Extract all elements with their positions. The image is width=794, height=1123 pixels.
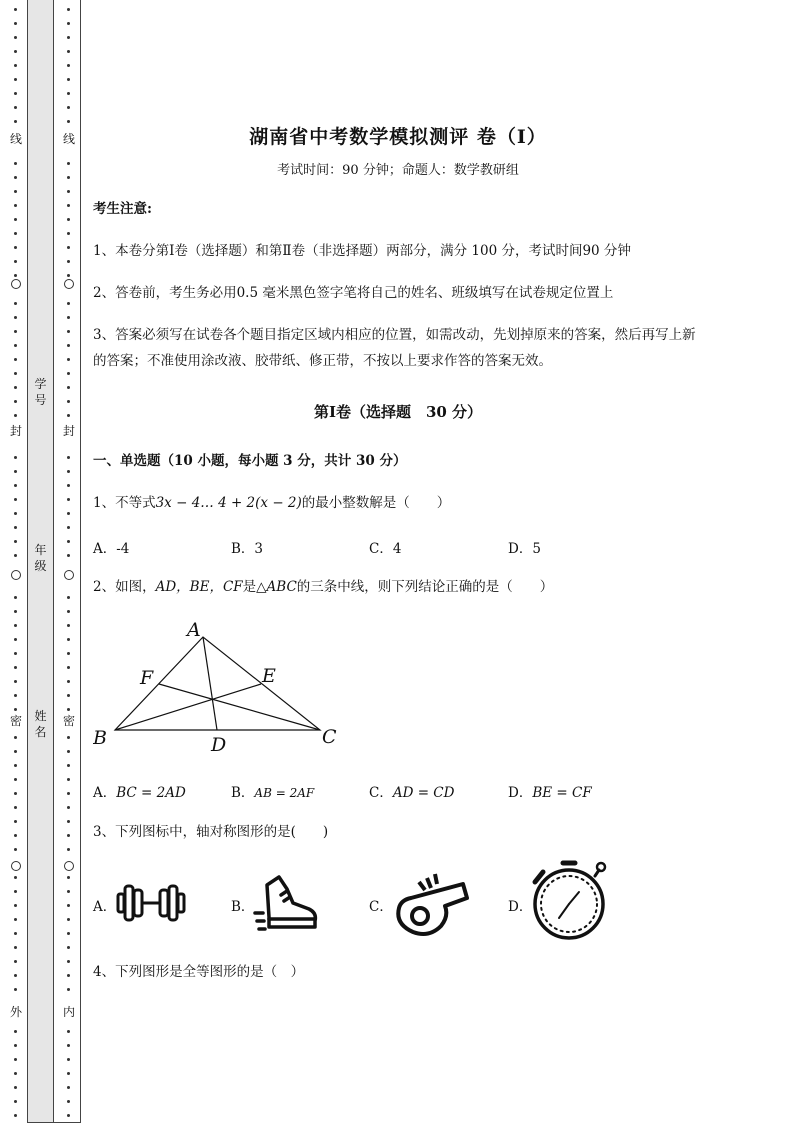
dot-mark xyxy=(14,526,17,529)
dot-mark xyxy=(14,1058,17,1061)
dot-mark xyxy=(67,666,70,669)
q2-option-c[interactable] xyxy=(369,781,454,801)
q2-mid: 是△ xyxy=(242,579,267,595)
dot-mark xyxy=(14,988,17,991)
dot-mark xyxy=(67,260,70,263)
dot-mark xyxy=(67,232,70,235)
dot-mark xyxy=(67,652,70,655)
question-4: 4、下列图形是全等图形的是（ ） xyxy=(93,964,305,980)
dot-mark xyxy=(14,764,17,767)
section-title: 第Ⅰ卷（选择题 30 分） xyxy=(313,403,483,421)
dot-mark xyxy=(14,1030,17,1033)
whistle-icon[interactable] xyxy=(389,868,471,940)
q2-option-d-expr: BE = CF xyxy=(532,785,592,801)
dot-mark xyxy=(14,820,17,823)
dot-mark xyxy=(14,64,17,67)
q2-vars: AD，BE，CF xyxy=(155,579,243,595)
dot-mark xyxy=(14,106,17,109)
dot-mark xyxy=(67,1100,70,1103)
stopwatch-icon[interactable] xyxy=(525,858,615,944)
dot-mark xyxy=(14,638,17,641)
q2-option-b-letter: B． xyxy=(231,785,255,801)
dot-mark xyxy=(14,1100,17,1103)
dot-mark xyxy=(14,736,17,739)
inner-dotted-line xyxy=(62,0,76,1123)
dot-mark xyxy=(14,708,17,711)
dot-mark xyxy=(67,960,70,963)
exam-subtitle: 考试时间：90 分钟；命题人：数学教研组 xyxy=(277,163,519,178)
dot-mark xyxy=(67,1114,70,1117)
q3-option-c-letter[interactable]: C． xyxy=(369,899,393,915)
dumbbell-icon[interactable] xyxy=(115,880,187,926)
q2-option-b[interactable] xyxy=(231,781,314,801)
q1-expression: 3x − 4… 4 + 2(x − 2) xyxy=(155,495,302,511)
dot-mark xyxy=(14,456,17,459)
dot-mark xyxy=(14,36,17,39)
dot-mark xyxy=(14,386,17,389)
outer-label-mi: 密 xyxy=(10,714,23,728)
dot-mark xyxy=(67,92,70,95)
dot-mark xyxy=(14,176,17,179)
dot-mark xyxy=(14,120,17,123)
dot-mark xyxy=(14,694,17,697)
q2-option-d-letter: D． xyxy=(508,785,533,801)
dot-mark xyxy=(67,78,70,81)
dot-mark xyxy=(14,316,17,319)
dot-mark xyxy=(67,764,70,767)
dot-mark xyxy=(14,680,17,683)
dot-mark xyxy=(67,64,70,67)
q2-option-a-expr: BC = 2AD xyxy=(116,785,186,801)
dot-mark xyxy=(14,190,17,193)
q3-option-d-letter[interactable]: D． xyxy=(508,899,533,915)
dot-mark xyxy=(67,330,70,333)
dot-mark xyxy=(14,302,17,305)
dot-mark xyxy=(14,806,17,809)
dot-mark xyxy=(14,246,17,249)
dot-mark xyxy=(14,960,17,963)
dot-mark xyxy=(67,106,70,109)
label-d: D xyxy=(211,734,227,755)
dot-mark xyxy=(14,372,17,375)
q1-prefix: 1、不等式 xyxy=(93,495,156,511)
dot-mark xyxy=(14,1114,17,1117)
dot-mark xyxy=(14,974,17,977)
dot-mark xyxy=(67,932,70,935)
dot-mark xyxy=(14,232,17,235)
q2-option-a-letter: A． xyxy=(93,785,117,801)
q2-triangle-name: ABC xyxy=(266,579,297,595)
binding-hole-icon xyxy=(11,861,21,871)
dot-mark xyxy=(67,302,70,305)
dot-mark xyxy=(14,918,17,921)
dot-mark xyxy=(67,22,70,25)
inner-label-nei: 内 xyxy=(63,1005,76,1019)
dot-mark xyxy=(14,932,17,935)
dot-mark xyxy=(67,988,70,991)
dot-mark xyxy=(67,218,70,221)
q3-option-a-letter[interactable]: A． xyxy=(93,899,117,915)
dot-mark xyxy=(67,470,70,473)
dot-mark xyxy=(14,666,17,669)
dot-mark xyxy=(14,78,17,81)
outer-dotted-line xyxy=(9,0,23,1123)
dot-mark xyxy=(67,848,70,851)
dot-mark xyxy=(14,204,17,207)
dot-mark xyxy=(67,596,70,599)
dot-mark xyxy=(67,820,70,823)
dot-mark xyxy=(14,904,17,907)
dot-mark xyxy=(14,652,17,655)
dot-mark xyxy=(14,8,17,11)
dot-mark xyxy=(67,246,70,249)
student-number-text: 学号 xyxy=(34,377,47,407)
dot-mark xyxy=(67,540,70,543)
dot-mark xyxy=(14,1086,17,1089)
q1-option-a[interactable]: A．-4 xyxy=(93,541,130,557)
dot-mark xyxy=(14,750,17,753)
q1-suffix: 的最小整数解是（ ） xyxy=(301,495,451,511)
dot-mark xyxy=(67,708,70,711)
dot-mark xyxy=(67,526,70,529)
binding-hole-icon xyxy=(64,861,74,871)
dot-mark xyxy=(67,400,70,403)
q2-option-a[interactable] xyxy=(93,781,186,801)
dot-mark xyxy=(14,274,17,277)
margin-rule xyxy=(80,0,81,1123)
dot-mark xyxy=(14,876,17,879)
notice-item-2: 2、答卷前，考生务必用0.5 毫米黑色签字笔将自己的姓名、班级填写在试卷规定位置上 xyxy=(93,285,614,301)
dot-mark xyxy=(67,610,70,613)
dot-mark xyxy=(67,680,70,683)
dot-mark xyxy=(67,316,70,319)
q1-option-d[interactable]: D．5 xyxy=(508,541,541,557)
dot-mark xyxy=(67,358,70,361)
dot-mark xyxy=(14,1072,17,1075)
dot-mark xyxy=(67,512,70,515)
dot-mark xyxy=(14,624,17,627)
label-f: F xyxy=(140,667,154,689)
notice-item-1: 1、本卷分第Ⅰ卷（选择题）和第Ⅱ卷（非选择题）两部分，满分 100 分，考试时间90 分钟 xyxy=(93,243,631,259)
dot-mark xyxy=(67,120,70,123)
dot-mark xyxy=(67,638,70,641)
label-a: A xyxy=(187,619,201,641)
inner-label-feng: 封 xyxy=(63,424,76,438)
dot-mark xyxy=(67,736,70,739)
dot-mark xyxy=(67,946,70,949)
q1-option-c[interactable]: C．4 xyxy=(369,541,402,557)
dot-mark xyxy=(14,610,17,613)
dot-mark xyxy=(67,456,70,459)
label-b: B xyxy=(93,727,107,749)
dot-mark xyxy=(67,624,70,627)
dot-mark xyxy=(14,792,17,795)
dot-mark xyxy=(14,470,17,473)
dot-mark xyxy=(67,554,70,557)
outer-label-wai: 外 xyxy=(10,1005,23,1019)
dot-mark xyxy=(67,750,70,753)
binding-hole-icon xyxy=(11,570,21,580)
dot-mark xyxy=(67,190,70,193)
dot-mark xyxy=(67,778,70,781)
dot-mark xyxy=(14,512,17,515)
dot-mark xyxy=(14,778,17,781)
running-shoe-icon[interactable] xyxy=(253,873,321,933)
q2-option-c-expr: AD = CD xyxy=(392,785,455,801)
dot-mark xyxy=(67,414,70,417)
info-label-student-number xyxy=(28,376,53,408)
dot-mark xyxy=(14,358,17,361)
notice-heading: 考生注意: xyxy=(93,201,152,217)
dot-mark xyxy=(67,344,70,347)
binding-hole-icon xyxy=(64,279,74,289)
dot-mark xyxy=(67,498,70,501)
dot-mark xyxy=(14,22,17,25)
dot-mark xyxy=(67,974,70,977)
label-c: C xyxy=(322,726,337,748)
dot-mark xyxy=(67,876,70,879)
dot-mark xyxy=(14,540,17,543)
dot-mark xyxy=(67,694,70,697)
inner-label-xian: 线 xyxy=(63,132,76,146)
q2-prefix: 2、如图， xyxy=(93,579,156,595)
q2-option-b-expr: AB = 2AF xyxy=(254,786,315,800)
dot-mark xyxy=(67,274,70,277)
dot-mark xyxy=(67,1058,70,1061)
question-2 xyxy=(93,578,553,596)
dot-mark xyxy=(14,50,17,53)
q3-option-b-letter[interactable]: B． xyxy=(231,899,255,915)
dot-mark xyxy=(67,806,70,809)
dot-mark xyxy=(14,330,17,333)
question-1 xyxy=(93,494,450,512)
dot-mark xyxy=(67,1072,70,1075)
q1-option-b[interactable]: B．3 xyxy=(231,541,264,557)
dot-mark xyxy=(14,890,17,893)
question-3: 3、下列图标中，轴对称图形的是( ) xyxy=(93,824,329,840)
binding-hole-icon xyxy=(11,279,21,289)
dot-mark xyxy=(67,8,70,11)
inner-label-mi: 密 xyxy=(63,714,76,728)
dot-mark xyxy=(67,890,70,893)
grade-text: 年级 xyxy=(34,543,47,573)
dot-mark xyxy=(67,162,70,165)
triangle-figure xyxy=(93,615,353,755)
dot-mark xyxy=(67,386,70,389)
dot-mark xyxy=(14,946,17,949)
dot-mark xyxy=(14,554,17,557)
dot-mark xyxy=(14,162,17,165)
q2-option-c-letter: C． xyxy=(369,785,393,801)
notice-item-3: 3、答案必须写在试卷各个题目指定区域内相应的位置，如需改动，先划掉原来的答案，然后再写上新 xyxy=(93,327,696,343)
dot-mark xyxy=(67,904,70,907)
dot-mark xyxy=(14,218,17,221)
dot-mark xyxy=(14,344,17,347)
dot-mark xyxy=(14,484,17,487)
dot-mark xyxy=(67,484,70,487)
dot-mark xyxy=(67,50,70,53)
info-label-grade xyxy=(28,542,53,574)
dot-mark xyxy=(14,498,17,501)
dot-mark xyxy=(14,400,17,403)
dot-mark xyxy=(14,92,17,95)
dot-mark xyxy=(67,918,70,921)
name-text: 姓名 xyxy=(34,709,47,739)
dot-mark xyxy=(14,848,17,851)
q2-option-d[interactable] xyxy=(508,781,592,801)
dot-mark xyxy=(14,260,17,263)
dot-mark xyxy=(67,834,70,837)
outer-label-feng: 封 xyxy=(10,424,23,438)
exam-title: 湖南省中考数学模拟测评 卷（Ⅰ） xyxy=(249,126,547,148)
dot-mark xyxy=(14,1044,17,1047)
dot-mark xyxy=(67,204,70,207)
info-label-name xyxy=(28,708,53,740)
binding-hole-icon xyxy=(64,570,74,580)
student-info-band xyxy=(27,0,54,1123)
q2-suffix: 的三条中线，则下列结论正确的是（ ） xyxy=(296,579,554,595)
dot-mark xyxy=(14,834,17,837)
dot-mark xyxy=(67,792,70,795)
notice-item-3-cont: 的答案；不准使用涂改液、胶带纸、修正带，不按以上要求作答的答案无效。 xyxy=(93,353,552,369)
median-ad xyxy=(203,637,217,730)
dot-mark xyxy=(67,176,70,179)
dot-mark xyxy=(14,596,17,599)
dot-mark xyxy=(67,1044,70,1047)
dot-mark xyxy=(67,1030,70,1033)
outer-label-xian: 线 xyxy=(10,132,23,146)
part-title: 一、单选题（10 小题，每小题 3 分，共计 30 分） xyxy=(93,453,407,469)
label-e: E xyxy=(262,665,276,687)
dot-mark xyxy=(67,1086,70,1089)
dot-mark xyxy=(14,414,17,417)
dot-mark xyxy=(67,36,70,39)
dot-mark xyxy=(67,372,70,375)
